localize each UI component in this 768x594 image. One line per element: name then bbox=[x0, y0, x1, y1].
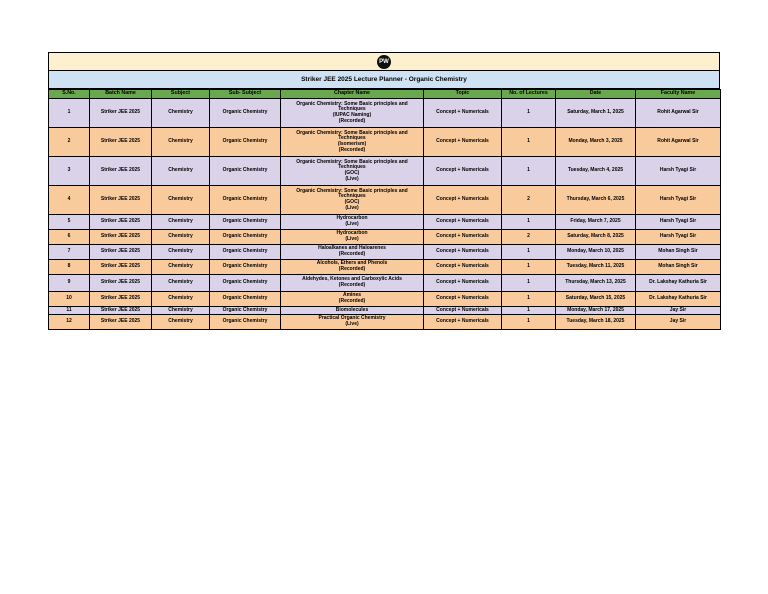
logo-bar bbox=[48, 52, 720, 71]
cell-faculty: Dr. Lakshay Kathuria Sir bbox=[636, 292, 721, 307]
cell-lectures: 1 bbox=[502, 99, 556, 128]
cell-sno: 3 bbox=[49, 157, 90, 186]
cell-topic: Concept + Numericals bbox=[424, 275, 502, 292]
cell-batch: Striker JEE 2025 bbox=[90, 315, 152, 330]
table-row bbox=[49, 260, 721, 275]
cell-batch: Striker JEE 2025 bbox=[90, 260, 152, 275]
table-row bbox=[49, 307, 721, 315]
cell-batch: Striker JEE 2025 bbox=[90, 245, 152, 260]
cell-sno: 10 bbox=[49, 292, 90, 307]
cell-sno: 4 bbox=[49, 186, 90, 215]
col-sno: S.No. bbox=[49, 90, 90, 99]
cell-batch: Striker JEE 2025 bbox=[90, 99, 152, 128]
cell-lectures: 1 bbox=[502, 307, 556, 315]
cell-subject: Chemistry bbox=[152, 245, 210, 260]
cell-batch: Striker JEE 2025 bbox=[90, 128, 152, 157]
cell-subject: Chemistry bbox=[152, 315, 210, 330]
cell-sub-subject: Organic Chemistry bbox=[210, 99, 281, 128]
cell-faculty: Harsh Tyagi Sir bbox=[636, 215, 721, 230]
cell-lectures: 1 bbox=[502, 292, 556, 307]
cell-date: Monday, March 10, 2025 bbox=[556, 245, 636, 260]
cell-sub-subject: Organic Chemistry bbox=[210, 230, 281, 245]
cell-batch: Striker JEE 2025 bbox=[90, 292, 152, 307]
cell-topic: Concept + Numericals bbox=[424, 215, 502, 230]
cell-topic: Concept + Numericals bbox=[424, 307, 502, 315]
cell-lectures: 1 bbox=[502, 315, 556, 330]
cell-chapter: Alcohols, Ethers and Phenols (Recorded) bbox=[281, 260, 424, 275]
cell-batch: Striker JEE 2025 bbox=[90, 186, 152, 215]
cell-batch: Striker JEE 2025 bbox=[90, 215, 152, 230]
cell-chapter: Practical Organic Chemistry (Live) bbox=[281, 315, 424, 330]
lecture-planner-sheet bbox=[48, 52, 720, 330]
cell-faculty: Rohit Agarwal Sir bbox=[636, 99, 721, 128]
cell-sub-subject: Organic Chemistry bbox=[210, 307, 281, 315]
cell-lectures: 2 bbox=[502, 186, 556, 215]
cell-date: Monday, March 17, 2025 bbox=[556, 307, 636, 315]
cell-date: Saturday, March 8, 2025 bbox=[556, 230, 636, 245]
cell-sno: 5 bbox=[49, 215, 90, 230]
cell-subject: Chemistry bbox=[152, 307, 210, 315]
cell-lectures: 1 bbox=[502, 260, 556, 275]
col-lectures: No. of Lectures bbox=[502, 90, 556, 99]
cell-chapter: Organic Chemistry: Some Basic principles and Techniques (GOC) (Live) bbox=[281, 186, 424, 215]
cell-date: Thursday, March 13, 2025 bbox=[556, 275, 636, 292]
cell-chapter: Organic Chemistry: Some Basic principles and Techniques (IUPAC Naming) (Recorded) bbox=[281, 99, 424, 128]
cell-batch: Striker JEE 2025 bbox=[90, 157, 152, 186]
cell-sub-subject: Organic Chemistry bbox=[210, 186, 281, 215]
cell-topic: Concept + Numericals bbox=[424, 292, 502, 307]
col-subject: Subject bbox=[152, 90, 210, 99]
cell-date: Tuesday, March 18, 2025 bbox=[556, 315, 636, 330]
cell-sub-subject: Organic Chemistry bbox=[210, 128, 281, 157]
cell-date: Thursday, March 6, 2025 bbox=[556, 186, 636, 215]
cell-batch: Striker JEE 2025 bbox=[90, 275, 152, 292]
cell-topic: Concept + Numericals bbox=[424, 186, 502, 215]
cell-topic: Concept + Numericals bbox=[424, 315, 502, 330]
cell-topic: Concept + Numericals bbox=[424, 245, 502, 260]
cell-topic: Concept + Numericals bbox=[424, 260, 502, 275]
cell-sno: 11 bbox=[49, 307, 90, 315]
page-title: Striker JEE 2025 Lecture Planner - Organic Chemistry bbox=[48, 71, 720, 89]
cell-date: Saturday, March 1, 2025 bbox=[556, 99, 636, 128]
table-row bbox=[49, 230, 721, 245]
cell-sno: 2 bbox=[49, 128, 90, 157]
table-row bbox=[49, 275, 721, 292]
cell-faculty: Harsh Tyagi Sir bbox=[636, 186, 721, 215]
cell-chapter: Hydrocarbon (Live) bbox=[281, 215, 424, 230]
cell-subject: Chemistry bbox=[152, 292, 210, 307]
cell-chapter: Aldehydes, Ketones and Carboxylic Acids (Recorded) bbox=[281, 275, 424, 292]
cell-subject: Chemistry bbox=[152, 215, 210, 230]
cell-faculty: Dr. Lakshay Kathuria Sir bbox=[636, 275, 721, 292]
cell-lectures: 2 bbox=[502, 230, 556, 245]
cell-batch: Striker JEE 2025 bbox=[90, 307, 152, 315]
cell-faculty: Jay Sir bbox=[636, 307, 721, 315]
col-batch-name: Batch Name bbox=[90, 90, 152, 99]
table-row bbox=[49, 292, 721, 307]
cell-batch: Striker JEE 2025 bbox=[90, 230, 152, 245]
cell-subject: Chemistry bbox=[152, 186, 210, 215]
cell-date: Saturday, March 15, 2025 bbox=[556, 292, 636, 307]
cell-chapter: Amines (Recorded) bbox=[281, 292, 424, 307]
header-row bbox=[49, 90, 721, 99]
cell-chapter: Biomolecules bbox=[281, 307, 424, 315]
cell-lectures: 1 bbox=[502, 245, 556, 260]
col-faculty-name: Faculty Name bbox=[636, 90, 721, 99]
cell-subject: Chemistry bbox=[152, 230, 210, 245]
cell-faculty: Jay Sir bbox=[636, 315, 721, 330]
cell-sub-subject: Organic Chemistry bbox=[210, 260, 281, 275]
cell-lectures: 1 bbox=[502, 128, 556, 157]
table-row bbox=[49, 157, 721, 186]
col-sub-subject: Sub- Subject bbox=[210, 90, 281, 99]
cell-faculty: Mohan Singh Sir bbox=[636, 260, 721, 275]
lecture-table bbox=[48, 89, 721, 330]
cell-faculty: Harsh Tyagi Sir bbox=[636, 230, 721, 245]
cell-sub-subject: Organic Chemistry bbox=[210, 315, 281, 330]
cell-faculty: Harsh Tyagi Sir bbox=[636, 157, 721, 186]
col-date: Date bbox=[556, 90, 636, 99]
cell-topic: Concept + Numericals bbox=[424, 99, 502, 128]
table-row bbox=[49, 315, 721, 330]
cell-subject: Chemistry bbox=[152, 157, 210, 186]
cell-date: Friday, March 7, 2025 bbox=[556, 215, 636, 230]
cell-sub-subject: Organic Chemistry bbox=[210, 275, 281, 292]
cell-date: Tuesday, March 4, 2025 bbox=[556, 157, 636, 186]
cell-topic: Concept + Numericals bbox=[424, 128, 502, 157]
table-row bbox=[49, 215, 721, 230]
cell-topic: Concept + Numericals bbox=[424, 157, 502, 186]
cell-chapter: Hydrocarbon (Live) bbox=[281, 230, 424, 245]
cell-chapter: Organic Chemistry: Some Basic principles and Techniques (Isomerism) (Recorded) bbox=[281, 128, 424, 157]
table-row bbox=[49, 128, 721, 157]
cell-subject: Chemistry bbox=[152, 275, 210, 292]
cell-sub-subject: Organic Chemistry bbox=[210, 245, 281, 260]
cell-sub-subject: Organic Chemistry bbox=[210, 292, 281, 307]
cell-date: Tuesday, March 11, 2025 bbox=[556, 260, 636, 275]
cell-sno: 12 bbox=[49, 315, 90, 330]
cell-date: Monday, March 3, 2025 bbox=[556, 128, 636, 157]
cell-subject: Chemistry bbox=[152, 260, 210, 275]
cell-lectures: 1 bbox=[502, 157, 556, 186]
cell-topic: Concept + Numericals bbox=[424, 230, 502, 245]
cell-sno: 8 bbox=[49, 260, 90, 275]
cell-lectures: 1 bbox=[502, 215, 556, 230]
cell-lectures: 1 bbox=[502, 275, 556, 292]
col-topic: Topic bbox=[424, 90, 502, 99]
cell-sub-subject: Organic Chemistry bbox=[210, 157, 281, 186]
table-row bbox=[49, 245, 721, 260]
table-row bbox=[49, 186, 721, 215]
cell-sno: 7 bbox=[49, 245, 90, 260]
cell-chapter: Haloalkanes and Haloarenes (Recorded) bbox=[281, 245, 424, 260]
cell-faculty: Mohan Singh Sir bbox=[636, 245, 721, 260]
cell-sno: 9 bbox=[49, 275, 90, 292]
cell-sno: 6 bbox=[49, 230, 90, 245]
cell-faculty: Rohit Agarwal Sir bbox=[636, 128, 721, 157]
cell-sub-subject: Organic Chemistry bbox=[210, 215, 281, 230]
cell-subject: Chemistry bbox=[152, 128, 210, 157]
table-row bbox=[49, 99, 721, 128]
col-chapter-name: Chapter Name bbox=[281, 90, 424, 99]
cell-sno: 1 bbox=[49, 99, 90, 128]
pw-logo: PW bbox=[377, 55, 391, 69]
cell-chapter: Organic Chemistry: Some Basic principles and Techniques (GOC) (Live) bbox=[281, 157, 424, 186]
cell-subject: Chemistry bbox=[152, 99, 210, 128]
